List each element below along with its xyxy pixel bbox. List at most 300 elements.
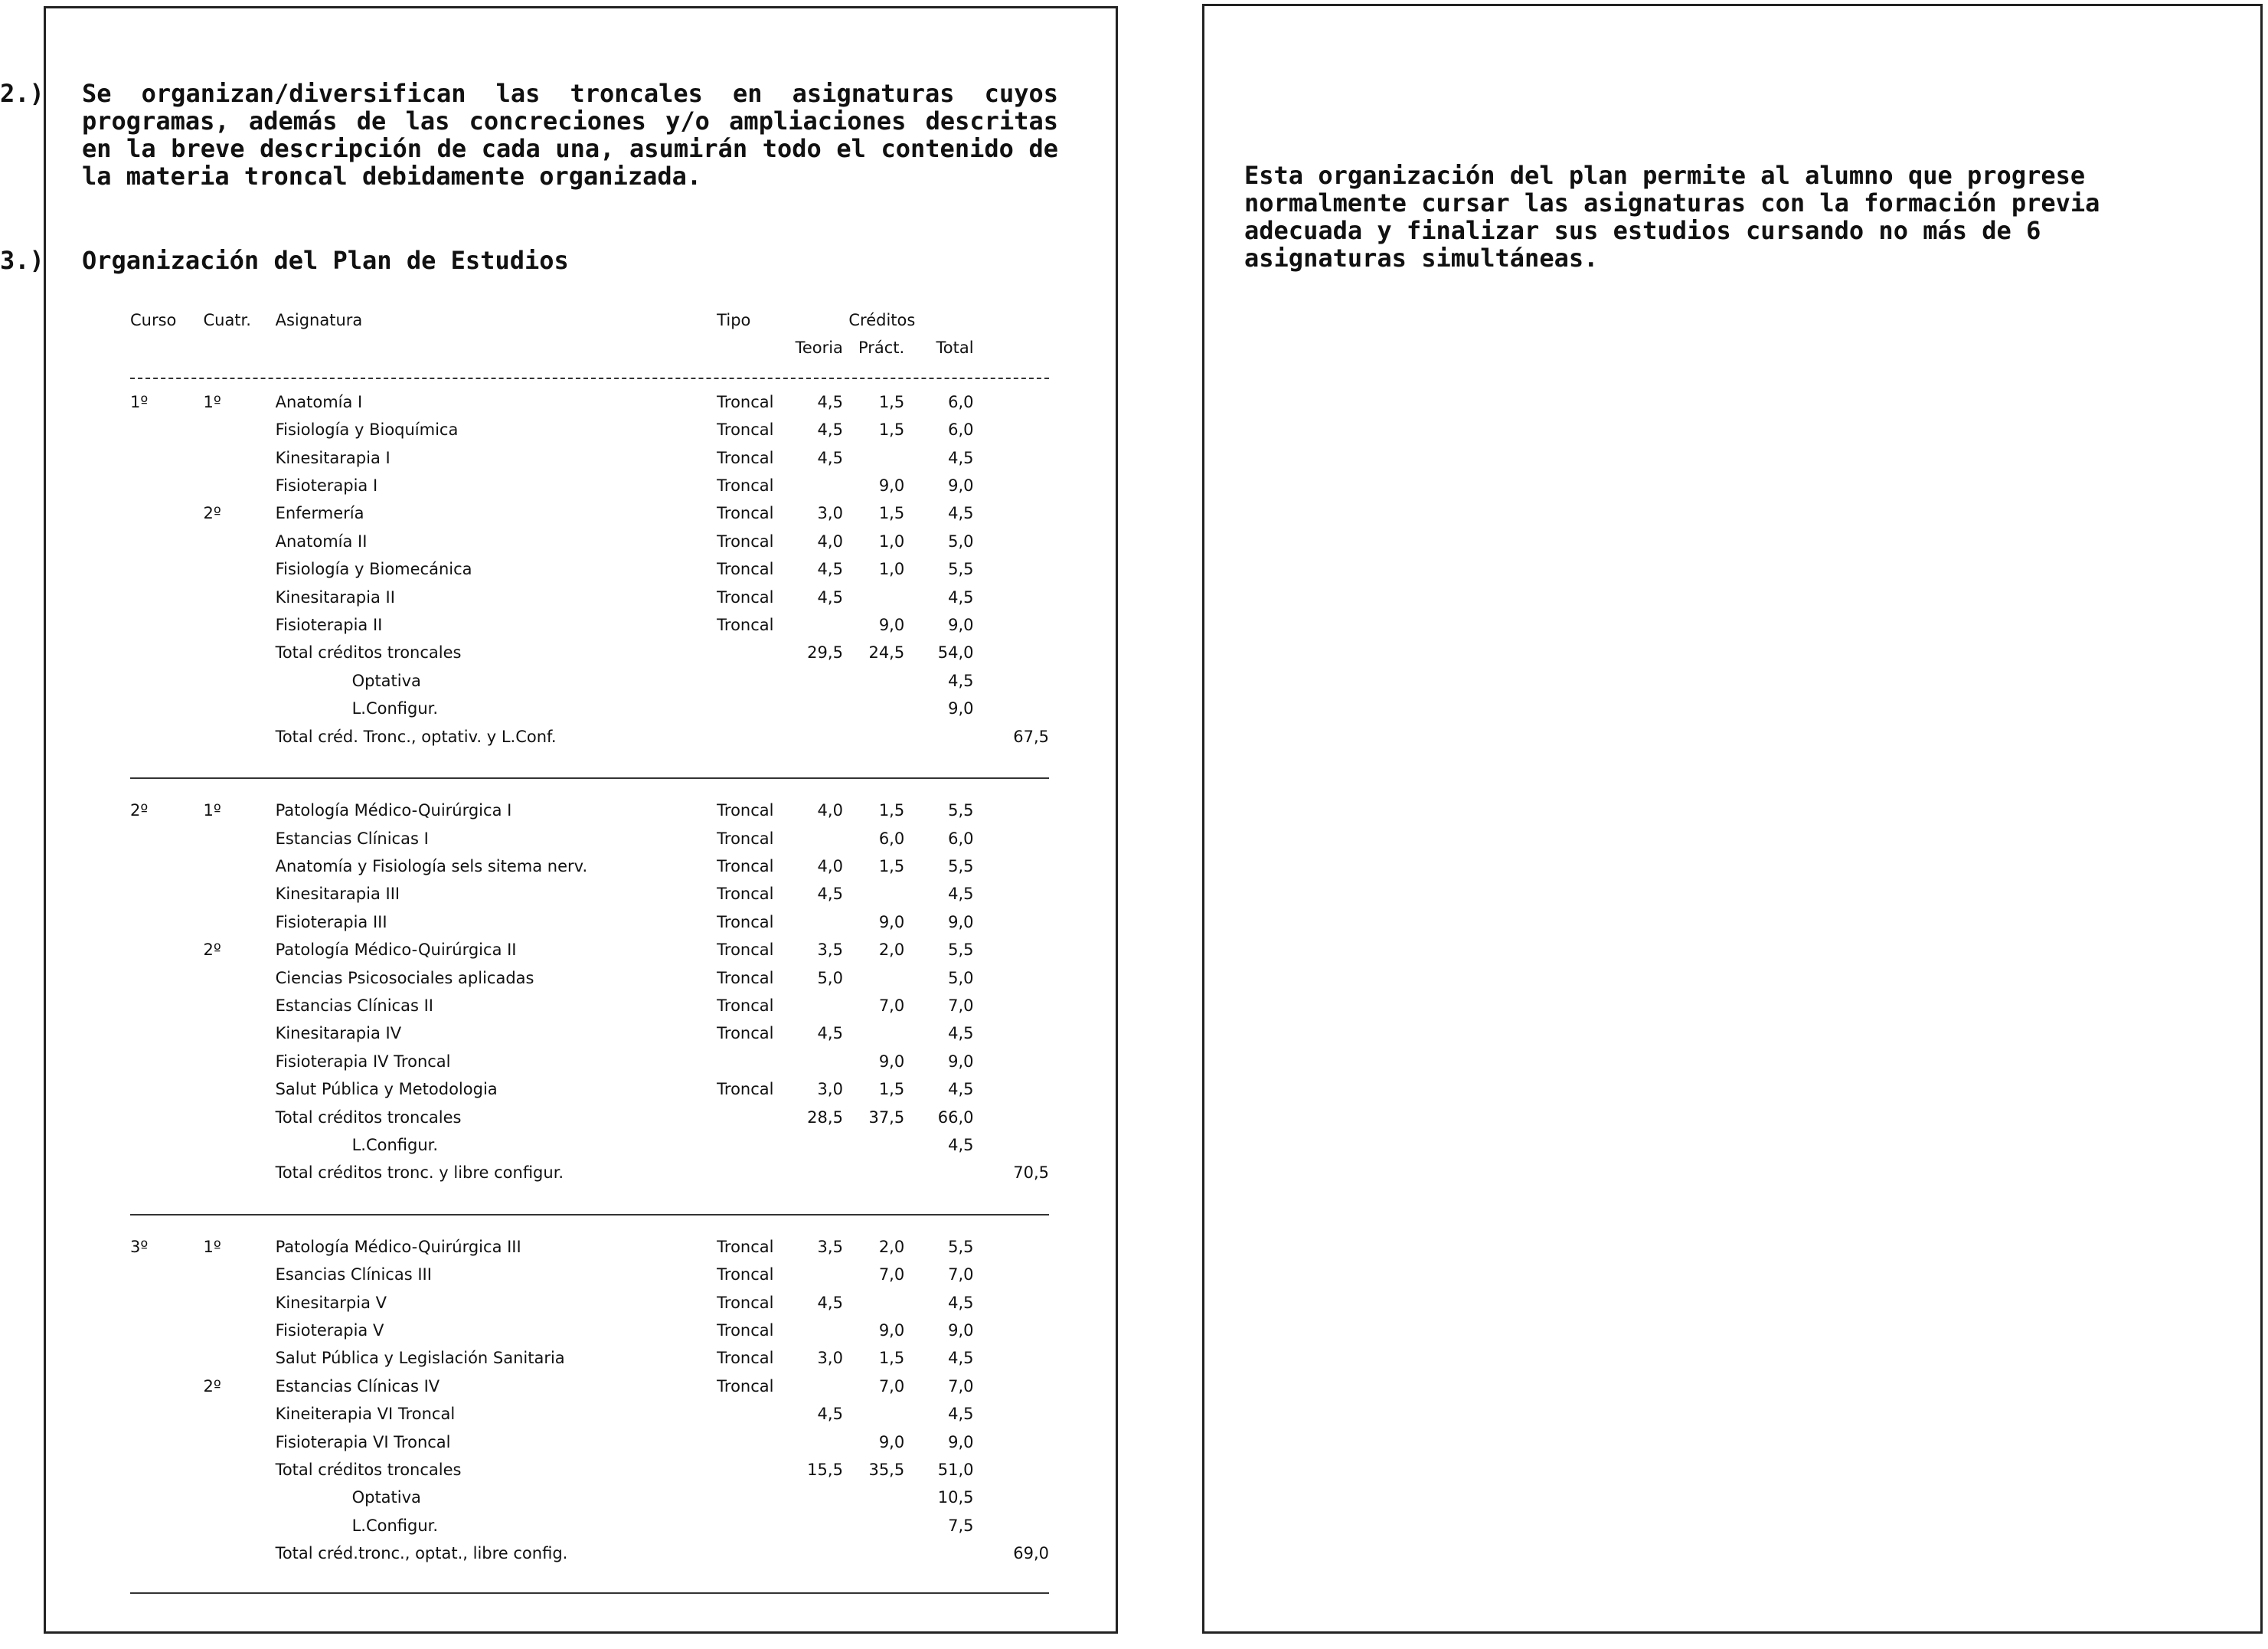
cell-teo: 15,5 (807, 1461, 843, 1480)
cell-sum: 67,5 (1013, 727, 1049, 746)
cell-asig: Anatomía I (275, 392, 363, 411)
cell-asig: Enfermería (275, 504, 364, 523)
cell-sum (974, 1104, 1049, 1131)
cell-curso (130, 1019, 203, 1047)
cell-asig: Kinesitarapia I (275, 448, 391, 467)
cell-sum (974, 444, 1049, 472)
cell-pra: 37,5 (868, 1108, 905, 1127)
cell-tot: 9,0 (948, 616, 974, 635)
cell-pra: 24,5 (868, 643, 905, 663)
table-row (130, 1373, 1049, 1400)
cell-cuatr (203, 1400, 275, 1428)
cell-tipo: Troncal (717, 829, 774, 848)
cell-cuatr (203, 825, 275, 852)
cell-sum (974, 1512, 1049, 1539)
cell-pra: 7,0 (878, 1376, 905, 1395)
table-row (130, 499, 1049, 527)
cell-asig: Salut Pública y Legislación Sanitaria (275, 1349, 565, 1368)
cell-sum (974, 852, 1049, 880)
cell-teo: 29,5 (807, 643, 843, 663)
cell-curso (130, 992, 203, 1019)
table-row (130, 1400, 1049, 1428)
cell-cuatr: 1º (203, 392, 221, 411)
cell-tot (904, 723, 973, 751)
cell-sum (974, 499, 1049, 527)
table-row (130, 964, 1049, 992)
cell-asig: Fisioterapia III (275, 912, 387, 931)
cell-teo (790, 1317, 843, 1344)
cell-asig: Patología Médico-Quirúrgica III (275, 1237, 521, 1256)
cell-asig: Anatomía II (275, 532, 368, 551)
cell-curso (130, 1539, 203, 1567)
cell-sum (974, 1400, 1049, 1428)
cell-tot: 9,0 (948, 1052, 974, 1071)
cell-pra (843, 584, 904, 611)
cell-tot: 7,0 (948, 1376, 974, 1395)
cell-curso (130, 880, 203, 908)
cell-asig: Total créditos troncales (275, 643, 462, 663)
cell-pra: 9,0 (878, 1432, 905, 1451)
cell-curso (130, 1317, 203, 1344)
header-asignatura: Asignatura (275, 311, 363, 329)
cell-tot: 6,0 (948, 392, 974, 411)
cell-tipo: Troncal (717, 968, 774, 987)
cell-tot: 6,0 (948, 420, 974, 440)
cell-curso (130, 695, 203, 722)
cell-pra: 1,5 (878, 504, 905, 523)
cell-sum (974, 639, 1049, 666)
table-row (130, 611, 1049, 639)
cell-pra: 1,5 (878, 801, 905, 820)
cell-pra: 1,5 (878, 1080, 905, 1099)
cell-cuatr (203, 1159, 275, 1186)
cell-teo: 4,5 (817, 392, 843, 411)
cell-tot: 9,0 (948, 1432, 974, 1451)
cell-tipo (717, 1048, 790, 1075)
cell-teo: 4,5 (817, 885, 843, 904)
cell-sum (974, 555, 1049, 583)
cell-pra: 1,0 (878, 532, 905, 551)
cell-asig: Fisioterapia II (275, 616, 383, 635)
cell-asig: Total créd.tronc., optat., libre config. (275, 1544, 568, 1563)
cell-tipo (717, 1484, 790, 1511)
cell-sum (974, 1373, 1049, 1400)
cell-cuatr (203, 1289, 275, 1317)
cell-sum (974, 1317, 1049, 1344)
cell-sum (974, 1344, 1049, 1372)
right-panel-paragraph: Esta organización del plan permite al alumno que progrese normalmente cursar las asignaturas con la formación previa adecuada y finalizar sus estudios cursando no más de 6 asignaturas simultáneas. (1244, 161, 2100, 273)
cell-curso (130, 1048, 203, 1075)
cell-tipo (717, 1159, 790, 1186)
cell-cuatr (203, 723, 275, 751)
table-row (130, 1428, 1049, 1456)
cell-tot: 5,5 (948, 941, 974, 960)
cell-curso (130, 1344, 203, 1372)
cell-cuatr (203, 444, 275, 472)
cell-curso (130, 1512, 203, 1539)
cell-tot: 4,5 (948, 1080, 974, 1099)
table-row (130, 1317, 1049, 1344)
cell-teo: 3,0 (817, 1349, 843, 1368)
cell-pra: 2,0 (878, 1237, 905, 1256)
cell-asig: Esancias Clínicas III (275, 1265, 432, 1284)
cell-curso (130, 852, 203, 880)
cell-cuatr (203, 992, 275, 1019)
header-cuatr: Cuatr. (203, 311, 251, 329)
cell-curso (130, 667, 203, 695)
cell-asig: Kinesitarpia V (275, 1293, 387, 1312)
cell-teo (790, 992, 843, 1019)
cell-tipo: Troncal (717, 616, 774, 635)
cell-cuatr (203, 584, 275, 611)
cell-pra: 9,0 (878, 1052, 905, 1071)
cell-cuatr (203, 528, 275, 555)
cell-sum: 70,5 (1013, 1163, 1049, 1183)
cell-teo: 4,0 (817, 801, 843, 820)
cell-asig: Fisioterapia I (275, 476, 378, 496)
cell-pra: 1,5 (878, 420, 905, 440)
cell-tot: 54,0 (937, 643, 974, 663)
cell-pra: 1,5 (878, 856, 905, 875)
cell-tipo: Troncal (717, 476, 774, 496)
cell-tipo (717, 695, 790, 722)
cell-curso (130, 1104, 203, 1131)
cell-asig: Estancias Clínicas I (275, 829, 429, 848)
table-header-row (130, 306, 1049, 334)
cell-sum (974, 1428, 1049, 1456)
cell-pra: 7,0 (878, 996, 905, 1015)
cell-teo (790, 1484, 843, 1511)
cell-teo (790, 1512, 843, 1539)
cell-asig: Estancias Clínicas II (275, 996, 433, 1015)
cell-curso (130, 639, 203, 666)
cell-tot: 5,5 (948, 560, 974, 579)
table-row (130, 1484, 1049, 1511)
cell-asig: Patología Médico-Quirúrgica I (275, 801, 512, 820)
table-row (130, 723, 1049, 751)
cell-teo: 28,5 (807, 1108, 843, 1127)
cell-curso (130, 825, 203, 852)
cell-tipo (717, 1428, 790, 1456)
header-curso: Curso (130, 311, 177, 329)
cell-cuatr (203, 1456, 275, 1484)
cell-tot: 66,0 (937, 1108, 974, 1127)
cell-curso (130, 555, 203, 583)
cell-teo (790, 1539, 843, 1567)
cell-sum (974, 1456, 1049, 1484)
cell-sum (974, 992, 1049, 1019)
cell-pra: 7,0 (878, 1265, 905, 1284)
cell-curso (130, 584, 203, 611)
cell-curso (130, 416, 203, 443)
table-row (130, 1019, 1049, 1047)
table-row (130, 1159, 1049, 1186)
cell-teo: 4,5 (817, 587, 843, 607)
cell-tipo (717, 1456, 790, 1484)
cell-asig: Fisiología y Biomecánica (275, 560, 472, 579)
cell-sum (974, 936, 1049, 964)
cell-asig: Optativa (351, 1488, 421, 1507)
cell-cuatr: 1º (203, 801, 221, 820)
cell-tipo: Troncal (717, 448, 774, 467)
cell-tipo (717, 1104, 790, 1131)
table-row (130, 1261, 1049, 1288)
cell-pra (843, 964, 904, 992)
table-row (130, 695, 1049, 722)
cell-sum (974, 528, 1049, 555)
cell-tipo (717, 1400, 790, 1428)
cell-curso (130, 1400, 203, 1428)
header-total: Total (936, 339, 974, 358)
cell-pra (843, 1019, 904, 1047)
cell-curso (130, 1261, 203, 1288)
cell-sum (974, 1233, 1049, 1261)
cell-tipo: Troncal (717, 1024, 774, 1043)
cell-tot: 9,0 (948, 1321, 974, 1340)
cell-asig: Kinesitarapia II (275, 587, 395, 607)
table-row (130, 1539, 1049, 1567)
cell-teo: 4,5 (817, 420, 843, 440)
table-row (130, 1512, 1049, 1539)
cell-teo (790, 667, 843, 695)
cell-sum (974, 416, 1049, 443)
cell-teo: 4,5 (817, 1024, 843, 1043)
cell-pra: 35,5 (868, 1461, 905, 1480)
cell-curso (130, 723, 203, 751)
cell-teo (790, 1131, 843, 1159)
cell-asig: Fisioterapia V (275, 1321, 384, 1340)
table-row (130, 555, 1049, 583)
cell-tot: 7,5 (948, 1516, 974, 1535)
cell-tipo (717, 1539, 790, 1567)
cell-pra (843, 695, 904, 722)
cell-teo: 4,5 (817, 560, 843, 579)
cell-sum (974, 1261, 1049, 1288)
cell-tot: 6,0 (948, 829, 974, 848)
cell-tot: 9,0 (948, 476, 974, 496)
cell-teo (790, 1428, 843, 1456)
cell-tipo: Troncal (717, 1293, 774, 1312)
cell-pra (843, 1289, 904, 1317)
cell-teo (790, 611, 843, 639)
header-practica: Práct. (858, 339, 905, 358)
cell-cuatr (203, 695, 275, 722)
item-2-paragraph: Se organizan/diversifican las troncales en asignaturas cuyos programas, además de las concreciones y/o ampliaciones descritas en la breve descripción de cada una, asumirán todo el contenido de la materia troncal debidamente organizada. (82, 79, 1058, 191)
cell-teo: 5,0 (817, 968, 843, 987)
cell-tot: 5,0 (948, 532, 974, 551)
cell-teo: 3,5 (817, 1237, 843, 1256)
item-2-marker: 2.) (0, 79, 44, 108)
header-dashed-rule (130, 362, 1049, 388)
cell-pra (843, 1159, 904, 1186)
cell-teo: 3,0 (817, 1080, 843, 1099)
cell-curso (130, 964, 203, 992)
table-row (130, 797, 1049, 824)
cell-curso (130, 936, 203, 964)
cell-tot (904, 1159, 973, 1186)
cell-curso (130, 499, 203, 527)
cell-tipo (717, 667, 790, 695)
table-body (130, 388, 1049, 1598)
cell-pra: 1,0 (878, 560, 905, 579)
cell-teo (790, 1048, 843, 1075)
cell-curso (130, 1373, 203, 1400)
cell-tipo: Troncal (717, 587, 774, 607)
cell-teo: 4,5 (817, 1293, 843, 1312)
cell-curso (130, 611, 203, 639)
cell-teo (790, 723, 843, 751)
header-creditos: Créditos (848, 311, 916, 329)
cell-asig: Fisiología y Bioquímica (275, 420, 459, 440)
cell-cuatr: 1º (203, 1237, 221, 1256)
cell-teo (790, 908, 843, 936)
cell-sum (974, 797, 1049, 824)
table-row (130, 936, 1049, 964)
cell-curso (130, 1289, 203, 1317)
cell-cuatr (203, 1075, 275, 1103)
plan-heading: Organización del Plan de Estudios (82, 246, 569, 275)
cell-asig: Patología Médico-Quirúrgica II (275, 941, 517, 960)
course-separator-rule (130, 751, 1049, 797)
cell-pra (843, 1131, 904, 1159)
cell-asig: Optativa (351, 671, 421, 690)
cell-sum (974, 1019, 1049, 1047)
cell-cuatr (203, 1317, 275, 1344)
table-row (130, 1075, 1049, 1103)
cell-asig: Fisioterapia VI Troncal (275, 1432, 451, 1451)
cell-tot: 4,5 (948, 448, 974, 467)
cell-tot: 4,5 (948, 587, 974, 607)
cell-asig: Anatomía y Fisiología sels sitema nerv. (275, 856, 588, 875)
cell-teo: 3,0 (817, 504, 843, 523)
cell-cuatr (203, 1131, 275, 1159)
cell-tot: 4,5 (948, 1349, 974, 1368)
cell-tot: 4,5 (948, 1135, 974, 1154)
cell-tipo: Troncal (717, 941, 774, 960)
cell-curso (130, 908, 203, 936)
cell-curso (130, 1159, 203, 1186)
cell-cuatr (203, 1104, 275, 1131)
table-row (130, 1344, 1049, 1372)
cell-tipo: Troncal (717, 1265, 774, 1284)
cell-tipo: Troncal (717, 420, 774, 440)
cell-curso (130, 1075, 203, 1103)
cell-sum (974, 1075, 1049, 1103)
cell-tipo (717, 639, 790, 666)
cell-tot: 9,0 (948, 912, 974, 931)
cell-tot: 5,0 (948, 968, 974, 987)
cell-curso (130, 1484, 203, 1511)
cell-asig: L.Configur. (351, 1516, 439, 1535)
cell-cuatr (203, 639, 275, 666)
cell-tot: 4,5 (948, 504, 974, 523)
cell-cuatr (203, 1048, 275, 1075)
cell-curso (130, 528, 203, 555)
course-separator-rule (130, 1187, 1049, 1233)
table-row (130, 472, 1049, 499)
cell-tot: 4,5 (948, 1024, 974, 1043)
cell-asig: Kineiterapia VI Troncal (275, 1405, 456, 1424)
cell-asig: Total créditos tronc. y libre configur. (275, 1163, 564, 1183)
table-row (130, 1131, 1049, 1159)
cell-curso (130, 1131, 203, 1159)
cell-asig: Ciencias Psicosociales aplicadas (275, 968, 534, 987)
table-row (130, 584, 1049, 611)
cell-teo (790, 1159, 843, 1186)
table-row (130, 528, 1049, 555)
cell-tot (904, 1539, 973, 1567)
cell-tipo: Troncal (717, 912, 774, 931)
cell-tot: 4,5 (948, 1293, 974, 1312)
table-row (130, 880, 1049, 908)
cell-cuatr: 2º (203, 1376, 221, 1395)
cell-tipo: Troncal (717, 885, 774, 904)
cell-sum (974, 667, 1049, 695)
cell-teo (790, 695, 843, 722)
table-row (130, 1104, 1049, 1131)
cell-pra (843, 444, 904, 472)
cell-tipo: Troncal (717, 1080, 774, 1099)
table-row (130, 444, 1049, 472)
table-row (130, 852, 1049, 880)
cell-cuatr (203, 880, 275, 908)
cell-sum: 69,0 (1013, 1544, 1049, 1563)
table-row (130, 825, 1049, 852)
cell-sum (974, 611, 1049, 639)
table-subheader-row (130, 334, 1049, 362)
cell-sum (974, 388, 1049, 416)
cell-asig: Kinesitarapia III (275, 885, 400, 904)
table-row (130, 639, 1049, 666)
cell-tipo: Troncal (717, 1349, 774, 1368)
cell-asig: Estancias Clínicas IV (275, 1376, 440, 1395)
cell-tipo: Troncal (717, 1376, 774, 1395)
cell-pra: 9,0 (878, 912, 905, 931)
cell-pra: 9,0 (878, 476, 905, 496)
cell-tot: 4,5 (948, 671, 974, 690)
cell-tipo: Troncal (717, 560, 774, 579)
cell-sum (974, 472, 1049, 499)
cell-pra: 6,0 (878, 829, 905, 848)
cell-cuatr (203, 611, 275, 639)
cell-cuatr (203, 852, 275, 880)
cell-cuatr (203, 1428, 275, 1456)
cell-sum (974, 825, 1049, 852)
cell-curso (130, 1456, 203, 1484)
cell-tipo (717, 1512, 790, 1539)
cell-cuatr (203, 1539, 275, 1567)
cell-tipo: Troncal (717, 392, 774, 411)
cell-curso: 3º (130, 1237, 149, 1256)
cell-tot: 51,0 (937, 1461, 974, 1480)
cell-tipo: Troncal (717, 996, 774, 1015)
cell-teo: 4,0 (817, 856, 843, 875)
cell-teo (790, 825, 843, 852)
cell-tot: 9,0 (948, 699, 974, 718)
cell-sum (974, 1048, 1049, 1075)
cell-tot: 10,5 (937, 1488, 974, 1507)
table-row (130, 416, 1049, 443)
cell-sum (974, 695, 1049, 722)
cell-cuatr (203, 1261, 275, 1288)
cell-pra (843, 1400, 904, 1428)
cell-sum (974, 1484, 1049, 1511)
cell-cuatr (203, 416, 275, 443)
cell-curso (130, 444, 203, 472)
cell-pra: 1,5 (878, 1349, 905, 1368)
header-teoria: Teoria (795, 339, 843, 358)
cell-pra (843, 1484, 904, 1511)
